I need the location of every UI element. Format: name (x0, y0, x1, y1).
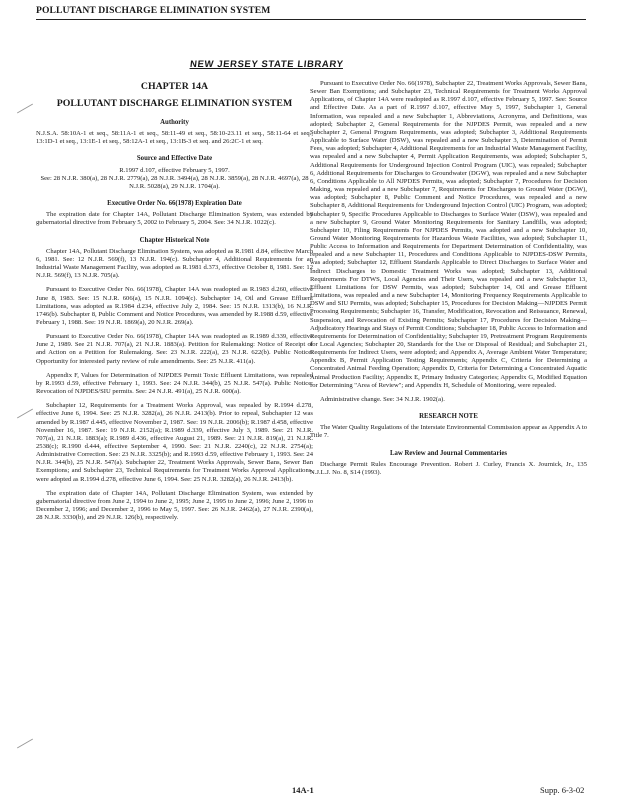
authority-text: N.J.S.A. 58:10A-1 et seq., 58:11A-1 et seq., 58:11-49 et seq., 58:10-23.11 et seq., 58:11-64 et seq., 13:1D-1 et seq., 13:1E-1 et seq., 58:12A-1 et seq., 13:1B-3 et seq. and 26:2C-1 et seq. (36, 130, 313, 146)
chapter-title: POLLUTANT DISCHARGE ELIMINATION SYSTEM (56, 98, 293, 109)
history-paragraph: Pursuant to Executive Order No. 66(1978), Subchapter 22, Treatment Works Approvals, Sewer Bans, Sewer Ban Exemptions; and Subchapter 23, Technical Requirements for Treatment Works Approval Applications, of Chapter 14A were readopted as R.1997 d.107, effective February 5, 1997. See: Source and Effective Date. As a part of R.1997 d.107, effective May 5, 1997, Subchapter 1, General Information, was repealed and a new Subchapter 1, Abbreviations, Acronyms, and Definitions, was adopted; Subchapter 2, General Requirements for the NJPDES Permit, was repealed and a new Subchapter 2, General Program Requirements, was adopted; Subchapter 3, Additional Requirements Applicable to Surface Water (DSW), was repealed and a new Subchapter 3, Determination of Permit Fees, was adopted; Subchapter 4, Additional Requirements for an Industrial Waste Management Facility, was repealed and a new Subchapter 4, Permit Application Requirements, was adopted; Subchapter 5, Additional Requirements for Underground Injection Control Program (UIC), was repealed; Subchapter 6, Additional Requirements for Discharges to Groundwater (DGW), was repealed and a new Subchapter 6, Conditions Applicable to All NJPDES Permits, was adopted; Subchapter 7, Procedures for Decision Making, was repealed and a new Subchapter 7, Requirements for Discharges to Ground Water (DGW), was adopted; Subchapter 8, Public Comment and Notice Procedures, was repealed and a new Subchapter 8, Additional Requirements for Underground Injection Control (UIC) Program, was adopted; Subchapter 9, Specific Procedures Applicable to Discharges to Surface Water (DSW), was repealed and a new Subchapter 9, Ground Water Monitoring Requirements for Sanitary Landfills, was adopted; Subchapter 10, Filing Requirements For NJPDES Permits, was adopted and a new Subchapter 10, Ground Water Monitoring Requirements for Hazardous Waste Facilities, was adopted; Subchapter 11, Public Access to Information and Requirements for Department Determination of Confidentiality, was repealed and a new Subchapter 11, Procedures and Conditions Applicable to NJPDES-DSW Permits, was adopted; Subchapter 12, Effluent Standards Applicable to Direct Discharges to Surface Water and Indirect Discharges to Domestic Treatment Works was adopted; Subchapter 13, Additional Requirements For DTWS, Local Agencies and Their Users, was repealed and a new Subchapter 13, Effluent Limitations for DSW Permits, was adopted; Subchapter 14, Oil and Grease Effluent Limitations, was repealed and a new Subchapter 14, Monitoring Frequency Requirements Applicable to DSW and SIU Permits, was adopted; Subchapter 15, Procedures for Decision Making—NJPDES Permit Processing Requirements; Subchapter 16, Transfer, Modification, Revocation and Reissuance, Renewal, Suspension, and Revocation of Existing Permits; Subchapter 17, Procedures for Decision Making—Adjudicatory Hearings and Stays of Permit Conditions; Subchapter 18, Public Access to Information and Requirements for Determination of Confidentiality; Subchapter 19, Pretreatment Program Requirements for Local Agencies; Subchapter 20, Standards for the Use or Disposal of Residual; and Subchapter 21, Requirements for Indirect Users, were adopted; and Appendix A, Average Ambient Water Temperature; Appendix B, Permit Application Testing Requirements; Appendix C, Criteria for Determining a Concentrated Animal Feeding Operation; Appendix D, Criteria for Determining a Concentrated Aquatic Animal Production Facility; Appendix E, Primary Industry Categories; Appendix G, Modified Equation for Determining "Area of Review"; and Appendix H, Schedule of Monitoring, were repealed. (310, 80, 587, 389)
history-paragraph: The expiration date of Chapter 14A, Pollutant Discharge Elimination System, was extended by gubernatorial directive from June 2, 1994 to June 2, 1995; June 2, 1995 to June 2, 1996; June 2, 1996 to December 2, 1996; and December 2, 1996 to May 5, 1997. See: 26 N.J.R. 2462(a), 27 N.J.R. 2390(a), 28 N.J.R. 3330(b), and 29 N.J.R. 126(b), respectively. (36, 489, 313, 522)
history-paragraph: Subchapter 12, Requirements for a Treatment Works Approval, was repealed by R.1994 d.278, effective June 6, 1994. See: 25 N.J.R. 3282(a), 26 N.J.R. 2413(b). Prior to repeal, Subchapter 12 was amended by R.1987 d.445, effective November 2, 1987. See: 19 N.J.R. 2006(b); R.1987 d.458, effective November 16, 1987. See: 19 N.J.R. 2152(a); R.1989 d.339, effective July 3, 1989. See: 21 N.J.R. 707(a), 21 N.J.R. 1883(a); R.1989 d.436, effective August 21, 1989. See: 21 N.J.R. 819(a), 21 N.J.R. 2538(c); R.1990 d.444, effective September 4, 1990. See: 21 N.J.R. 2240(c), 22 N.J.R. 2754(a); Administrative Correction. See: 23 N.J.R. 3325(b); and R.1993 d.59, effective February 1, 1993. See: 24 N.J.R. 344(b), 25 N.J.R. 547(a). Subchapter 22, Treatment Works Approvals, Sewer Bans, Sewer Ban Exemptions; and Subchapter 23, Technical Requirements for Treatment Works Approval Applications, were adopted as R.1994 d.278, effective June 6, 1994. See: 25 N.J.R. 3282(a), 26 N.J.R. 2413(b). (36, 402, 313, 483)
header-rule (36, 19, 586, 20)
left-column (36, 80, 313, 528)
history-paragraph: Administrative change. See: 34 N.J.R. 1902(a). (320, 395, 445, 403)
executive-order-heading: Executive Order No. 66(1978) Expiration Date (107, 200, 242, 208)
research-note-text: The Water Quality Regulations of the Interstate Environmental Commission appear as Appendix A to Title 7. (310, 424, 587, 440)
right-column (310, 80, 587, 483)
source-line-2: See: 28 N.J.R. 380(a), 28 N.J.R. 2779(a), 28 N.J.R. 3494(a), 28 N.J.R. 3859(a), 28 N.J.R. 4697(a), 28 N.J.R. 5028(a), 29 N.J.R. 1704(a). (40, 174, 309, 190)
history-paragraph: Pursuant to Executive Order No. 66(1978), Chapter 14A was readopted as R.1989 d.339, effective June 2, 1989. See 21 N.J.R. 707(a), 21 N.J.R. 1883(a). Petition for Rulemaking: Notice of Receipt of and Action on a Petition for Rulemaking. See: 23 N.J.R. 222(a), 23 N.J.R. 622(b). Public Notice: Opportunity for interested party review of rule amendments. See: 25 N.J.R. 411(a). (36, 333, 313, 365)
law-review-text: Discharge Permit Rules Encourage Prevention. Robert J. Curley, Francis X. Journick, Jr., 135 N.J.L.J. No. 8, S14 (1993). (310, 460, 587, 476)
law-review-heading: Law Review and Journal Commentaries (389, 449, 508, 457)
margin-mark (17, 739, 33, 749)
research-note-heading: RESEARCH NOTE (419, 413, 478, 421)
library-stamp: NEW JERSEY STATE LIBRARY (189, 59, 344, 70)
source-line-1: R.1997 d.107, effective February 5, 1997. (119, 166, 230, 174)
margin-mark (17, 409, 33, 419)
history-heading: Chapter Historical Note (139, 236, 210, 244)
page-number: 14A-1 (292, 785, 314, 795)
running-head: POLLUTANT DISCHARGE ELIMINATION SYSTEM (36, 5, 271, 16)
source-heading: Source and Effective Date (136, 155, 213, 163)
history-paragraph: Pursuant to Executive Order No. 66(1978), Chapter 14A was readopted as R.1983 d.260, effective June 8, 1983. See: 15 N.J.R. 606(a), 15 N.J.R. 1094(c). Subchapter 14, Oil and Grease Effluent Limitations, was adopted as R.1984 d.234, effective July 2, 1984. See: 15 N.J.R. 1313(b), 16 N.J.R. 1746(b). Subchapter 8, Public Comment and Notice Procedures, was amended by R.1988 d.59, effective February 1, 1988. See: 19 N.J.R. 1869(a), 20 N.J.R. 269(a). (36, 286, 313, 326)
history-paragraph: Chapter 14A, Pollutant Discharge Elimination System, was adopted as R.1981 d.84, effective March 6, 1981. See: 12 N.J.R. 569(f), 13 N.J.R. 194(c). Subchapter 4, Additional Requirements for an Industrial Waste Management Facility, was adopted as R.1981 d.373, effective October 8, 1981. See: 12 N.J.R. 569(f), 13 N.J.R. 705(a). (36, 247, 313, 280)
executive-order-text: The expiration date for Chapter 14A, Pollutant Discharge Elimination System, was extended by gubernatorial directive from February 5, 2002 to February 5, 2004. See: 34 N.J.R. 1022(c). (36, 211, 313, 227)
chapter-number: CHAPTER 14A (140, 81, 209, 92)
supplement-date: Supp. 6-3-02 (540, 785, 585, 795)
history-paragraph: Appendix F, Values for Determination of NJPDES Permit Toxic Effluent Limitations, was repealed by R.1993 d.59, effective February 1, 1993. See: 24 N.J.R. 344(b), 25 N.J.R. 547(a). Public Notice: Revocation of NJPDES/SIU permits. See: 24 N.J.R. 491(a), 25 N.J.R. 600(a). (36, 371, 313, 396)
authority-heading: Authority (160, 119, 189, 126)
margin-mark (17, 104, 33, 114)
